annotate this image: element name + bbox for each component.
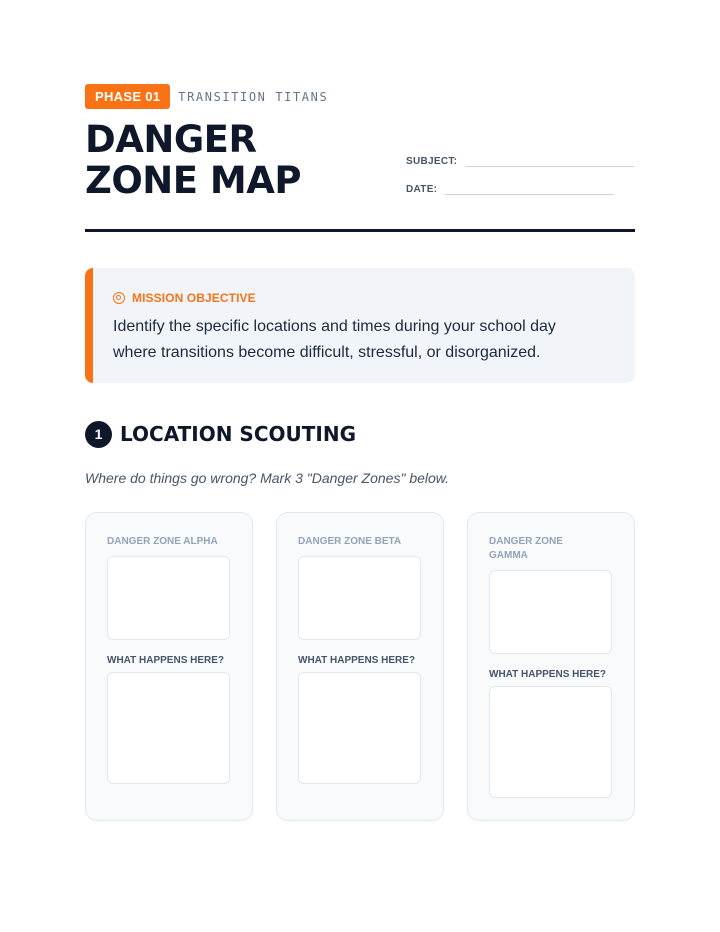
- zone-question: WHAT HAPPENS HERE?: [298, 655, 416, 666]
- mission-heading: [113, 290, 615, 306]
- zone-label: DANGER ZONE ALPHA: [107, 536, 218, 547]
- zone-label: DANGER ZONE BETA: [298, 536, 402, 547]
- header-divider: [85, 229, 635, 232]
- section-title: LOCATION SCOUTING: [120, 422, 356, 446]
- zone-label-line-1: DANGER ZONE: [489, 536, 563, 547]
- zone-question: WHAT HAPPENS HERE?: [489, 669, 607, 680]
- mission-label: MISSION OBJECTIVE: [132, 291, 256, 305]
- target-icon: [113, 292, 125, 304]
- series-name: TRANSITION TITANS: [178, 89, 329, 104]
- date-field[interactable]: [445, 181, 614, 195]
- mission-text-line-2: where transitions become difficult, stressful, or disorganized.: [113, 344, 541, 361]
- zone-notes-box[interactable]: [489, 686, 612, 798]
- zone-card-beta: [276, 512, 444, 821]
- section-number: 1: [85, 421, 112, 448]
- section-instruction: Where do things go wrong? Mark 3 "Danger Zones" below.: [85, 470, 450, 486]
- zone-notes-box[interactable]: [298, 672, 421, 784]
- zone-question: WHAT HAPPENS HERE?: [107, 655, 225, 666]
- title-line-1: DANGER: [85, 118, 257, 161]
- title-row: [85, 119, 635, 239]
- meta-fields: [406, 149, 635, 205]
- zone-location-box[interactable]: [298, 556, 421, 640]
- phase-badge: PHASE 01: [85, 84, 170, 109]
- zone-location-box[interactable]: [489, 570, 612, 654]
- zone-card-gamma: [467, 512, 635, 821]
- worksheet-header: [85, 84, 635, 239]
- subject-field[interactable]: [465, 153, 634, 167]
- zone-location-box[interactable]: [107, 556, 230, 640]
- mission-text: [113, 314, 615, 366]
- zone-label: [489, 535, 609, 563]
- title-line-2: ZONE MAP: [85, 159, 301, 202]
- zone-card-alpha: [85, 512, 253, 821]
- zone-notes-box[interactable]: [107, 672, 230, 784]
- zone-label-line-2: GAMMA: [489, 550, 528, 561]
- mission-text-line-1: Identify the specific locations and times during your school day: [113, 318, 556, 335]
- tagline: [85, 84, 635, 109]
- subject-row: [406, 149, 635, 167]
- subject-label: SUBJECT:: [406, 156, 458, 167]
- date-label: DATE:: [406, 184, 438, 195]
- mission-panel: [85, 268, 635, 383]
- section-heading: [85, 420, 356, 448]
- date-row: [406, 177, 635, 195]
